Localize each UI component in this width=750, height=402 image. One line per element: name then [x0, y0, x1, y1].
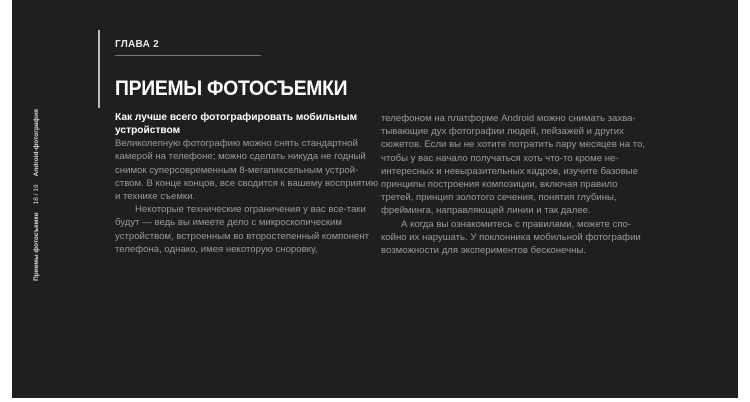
subtitle: Как лучше всего фотографировать мобильным устройством — [115, 112, 358, 136]
text-column-right — [381, 112, 649, 257]
paragraph: Некоторые технические ограничения у вас все-таки будут — ведь вы имеете дело с микроскопическим устройством, встроенным во второстепенный компонент телефона, однако, имея некоторую сноровку, — [115, 204, 370, 255]
book-name: Android-фотография — [33, 109, 40, 177]
chapter-label: ГЛАВА 2 — [115, 39, 160, 50]
paragraph: А когда вы ознакомитесь с правилами, можете спокойно их нарушать. У поклонника мобильной фотографии возможности для экспериментов бесконечны. — [381, 218, 641, 257]
paragraph: Великолепную фотографию можно снять стандартной камерой на телефоне; можно сделать никуда не годный снимок суперсовременным 8-мегапиксельным устройством. В конце концов, все сводится к вашему восприятию и технике съемки. — [115, 138, 379, 202]
section-name: Приемы фотосъемки — [33, 212, 40, 281]
paragraph: телефоном на платформе Android можно снимать захватывающие дух фотографии людей, пейзажей и других сюжетов. Если вы не хотите потратить пару месяцев на то, чтобы у вас начало получаться хоть что-то кроме неинтересных и невыразительных кадров, изучите базовые принципы построения композиции, включая правило третей, принцип золотого сечения, понятия глубины, фрейминга, направляющей линии и так далее. — [381, 113, 646, 217]
title-accent-bar — [98, 30, 100, 108]
page-title: ПРИЕМЫ ФОТОСЪЕМКИ — [115, 77, 348, 100]
page-number: 18 / 19 — [33, 184, 40, 205]
text-column-left — [115, 112, 383, 256]
book-page — [12, 0, 738, 398]
chapter-divider — [115, 55, 261, 56]
